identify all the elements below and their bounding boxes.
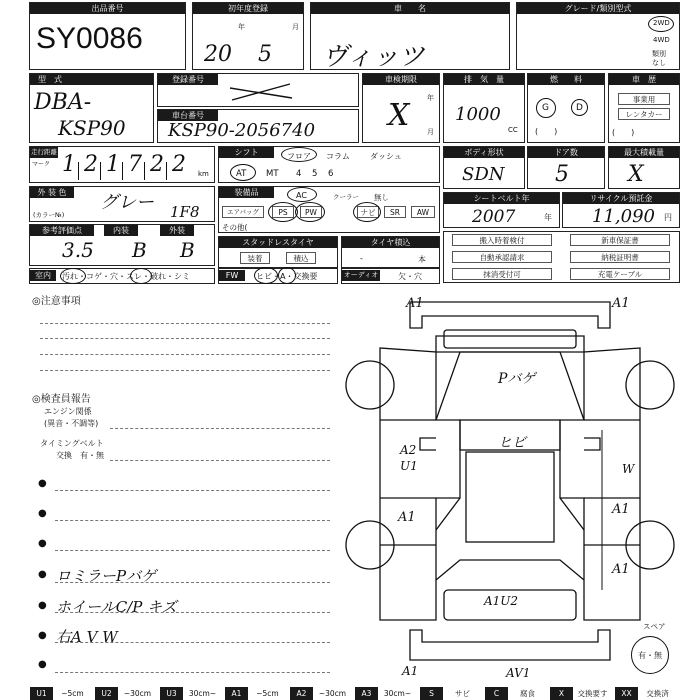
seatbelt-label: シートベルト年	[444, 193, 559, 204]
grade-label: グレード/類別型式	[517, 3, 679, 14]
equip-ac-circle	[287, 187, 317, 202]
mileage-divider	[166, 162, 167, 180]
equip-aw: AW	[411, 206, 435, 218]
first-reg-label: 初年度登録	[193, 3, 303, 14]
exterior-label: 外装	[160, 225, 194, 236]
equip-navi: ナビ	[357, 206, 379, 218]
displacement-unit: CC	[508, 126, 518, 134]
shift-mt: MT	[266, 169, 279, 179]
legend-code: X	[550, 687, 573, 700]
shift-at: AT	[236, 169, 247, 179]
body-value: SDN	[462, 164, 505, 185]
history-rental: レンタカー	[618, 108, 670, 120]
fuel-d: D	[576, 103, 583, 113]
legend-desc: ~5cm	[256, 689, 279, 698]
audio-label: オーディオ	[343, 271, 379, 279]
first-reg-year-mark: 年	[238, 23, 245, 31]
lot-label: 出品番号	[30, 3, 185, 14]
inspector-line	[55, 550, 330, 551]
legend-code: A2	[290, 687, 313, 700]
studless-label: スタッドレスタイヤ	[219, 237, 337, 248]
notes-line	[40, 338, 330, 339]
inside-scuff-circle	[130, 268, 152, 284]
legend-desc: 交換要す	[577, 689, 608, 698]
tire-load-dash: -	[360, 254, 363, 263]
inspection-year: 年	[427, 94, 434, 102]
fuel-g: G	[542, 103, 549, 113]
inside-text: 汚れ・コゲ・穴・スレ・破れ・シミ	[62, 272, 190, 281]
model-line2: KSP90	[58, 116, 126, 140]
shift-4: 4	[296, 169, 302, 179]
inspection-label: 車検期限	[363, 74, 439, 85]
displacement-value: 1000	[455, 104, 501, 125]
first-reg-month-mark: 月	[292, 23, 299, 31]
tire-load-label: タイヤ積込	[342, 237, 439, 248]
color-code-label: (カラー№)	[33, 211, 65, 219]
inspector-line	[55, 642, 330, 643]
mileage-mark: マーク	[32, 161, 51, 168]
car-diagram	[340, 290, 690, 686]
studless-equipped: 装着	[240, 252, 270, 264]
bullet: ●	[38, 508, 47, 519]
interior-value: B	[132, 238, 147, 262]
model-label: 型 式	[30, 74, 153, 85]
doc-item: 搬入時着検付	[452, 234, 552, 246]
remark-1: ロミラーPバゲ	[56, 567, 157, 585]
damage-bottom-left: A1	[402, 664, 419, 678]
doors-label: ドア数	[528, 147, 604, 158]
shift-6: 6	[328, 169, 334, 179]
mileage-digit: 7	[128, 152, 142, 177]
seatbelt-value: 2007	[472, 207, 516, 227]
tire-load-unit: 本	[418, 255, 426, 264]
legend-code: XX	[615, 687, 638, 700]
damage-right-side: W	[622, 462, 635, 476]
legend-code: U2	[95, 687, 118, 700]
equip-ac: AC	[296, 191, 307, 200]
car-name: ヴィッツ	[322, 42, 425, 72]
equip-label: 装備品	[219, 187, 274, 198]
mileage-digits	[58, 152, 198, 180]
doc-item: 充電ケーブル	[570, 268, 670, 280]
fw-a-circle	[278, 267, 296, 284]
notes-line	[40, 370, 330, 371]
damage-windshield: ヒビ	[498, 435, 526, 451]
recycle-unit: 円	[664, 213, 672, 222]
inspector-line	[110, 428, 330, 429]
interior-label: 内装	[104, 225, 138, 236]
bullet: ●	[38, 659, 47, 670]
legend-code: U1	[30, 687, 53, 700]
legend-desc: ~30cm	[123, 689, 152, 698]
exterior-value: B	[180, 238, 195, 262]
inspector-title: ◎検査員報告	[32, 394, 91, 405]
equip-pw-circle	[295, 202, 325, 222]
bullet: ●	[38, 630, 47, 641]
mileage-divider	[100, 162, 101, 180]
seatbelt-unit: 年	[544, 213, 552, 222]
mileage-digit: 2	[84, 152, 98, 177]
inspector-line	[55, 612, 330, 613]
damage-rear: A1U2	[484, 594, 519, 608]
capacity-label: 最大積載量	[609, 147, 679, 158]
fuel-paren: ( )	[535, 127, 558, 136]
fw-text: ヒビ・A・交換要	[256, 272, 318, 281]
damage-top-left: A1	[406, 296, 424, 311]
remark-2: ホイールC/P キズ	[56, 598, 177, 616]
inspector-line	[55, 490, 330, 491]
doc-item: 納税証明書	[570, 251, 670, 263]
legend-desc: 腐食	[520, 689, 535, 698]
mileage-divider	[122, 162, 123, 180]
capacity-value: X	[628, 162, 644, 187]
doc-item: 自動承認請求	[452, 251, 552, 263]
notes-line	[40, 323, 330, 324]
studless-loaded: 積込	[286, 252, 316, 264]
engine-sub: (異音・不調等)	[44, 419, 99, 428]
damage-right-rear: A1	[612, 502, 630, 517]
fw-crack-circle	[254, 267, 278, 284]
inspector-line	[55, 520, 330, 521]
shift-dash: ダッシュ	[370, 152, 402, 161]
score-value: 3.5	[62, 238, 94, 262]
lot-number: SY0086	[36, 22, 143, 55]
mileage-digit: 2	[172, 152, 186, 177]
shift-floor: フロア	[287, 152, 311, 161]
mileage-digit: 1	[106, 152, 120, 177]
displacement-label: 排 気 量	[444, 74, 524, 85]
legend-desc: ~30cm	[318, 689, 347, 698]
equip-ps-circle	[268, 202, 298, 222]
shift-5: 5	[312, 169, 318, 179]
regno-strike	[220, 78, 300, 106]
legend-code: A3	[355, 687, 378, 700]
audio-text: 欠・穴	[398, 272, 422, 281]
mileage-label: 走行距離	[31, 148, 57, 156]
remark-3: 右A V W	[56, 628, 118, 646]
drive-none: 類別なし	[652, 50, 666, 67]
mileage-digit: 1	[62, 152, 76, 177]
inside-stain-circle	[60, 268, 86, 284]
history-paren: ( )	[612, 128, 635, 137]
shift-floor-circle	[281, 147, 317, 162]
damage-left-front-door: A2 U1	[400, 443, 418, 473]
legend-desc: ~5cm	[61, 689, 84, 698]
equip-airbag: エアバッグ	[222, 206, 264, 218]
damage-hood: Pバゲ	[498, 371, 536, 387]
mileage-divider	[144, 162, 145, 180]
first-reg-month: 5	[258, 42, 272, 67]
regno-label: 登録番号	[158, 74, 218, 85]
damage-top-right: A1	[612, 296, 630, 311]
spare-mark: 有・無	[638, 651, 662, 660]
doc-item: 抹消受付可	[452, 268, 552, 280]
doc-item: 新車保証書	[570, 234, 670, 246]
shift-column: コラム	[326, 152, 350, 161]
legend-code: A1	[225, 687, 248, 700]
notes-title: ◎注意事項	[32, 296, 81, 307]
doors-value: 5	[555, 162, 569, 187]
chassis-label: 車台番号	[158, 110, 218, 121]
engine-label: エンジン関係	[44, 407, 92, 416]
chassis-value: KSP90-2056740	[168, 120, 316, 141]
first-reg-year: 20	[204, 42, 232, 67]
damage-right-rear-2: A1	[612, 562, 630, 577]
drive-4wd: 4WD	[653, 36, 670, 44]
history-label: 車 歴	[609, 74, 679, 85]
equip-ps: PS	[272, 206, 294, 218]
fw-label: FW	[219, 270, 245, 281]
mileage-divider	[78, 162, 79, 180]
damage-left-rear-door: A1	[398, 510, 416, 525]
legend-code: U3	[160, 687, 183, 700]
equip-cooler: クーラー	[333, 193, 359, 201]
equip-other: その他(	[222, 223, 248, 232]
equip-none: 無し	[374, 193, 389, 202]
shift-label: シフト	[219, 147, 274, 158]
equip-sr: SR	[384, 206, 406, 218]
equip-pw: PW	[300, 206, 322, 218]
car-name-label: 車 名	[311, 3, 509, 14]
drive-2wd: 2WD	[653, 19, 670, 27]
mileage-digit: 2	[150, 152, 164, 177]
inspector-line	[55, 582, 330, 583]
model-line1: DBA-	[34, 90, 92, 115]
inspector-line	[110, 460, 330, 461]
mileage-unit: km	[198, 170, 209, 178]
legend-desc: 30cm~	[383, 689, 412, 698]
legend-code: C	[485, 687, 508, 700]
legend-desc: サビ	[455, 689, 470, 698]
recycle-value: 11,090	[592, 206, 655, 227]
color-code: 1F8	[170, 203, 200, 221]
recycle-label: リサイクル預託金	[563, 193, 679, 204]
bullet: ●	[38, 600, 47, 611]
inspection-month: 月	[427, 128, 434, 136]
score-label: 参考評価点	[30, 225, 94, 236]
inspection-mark: X	[388, 98, 410, 133]
bullet: ●	[38, 569, 47, 580]
body-label: ボディ形状	[444, 147, 524, 158]
notes-line	[40, 354, 330, 355]
spare-label: スペア	[643, 622, 666, 631]
color-value: グレー	[100, 192, 154, 213]
color-label: 外 装 色	[30, 187, 74, 198]
inspector-line	[55, 672, 330, 673]
timing-sub: 交換 有・無	[56, 451, 104, 460]
legend-code: S	[420, 687, 443, 700]
shift-at-circle	[230, 164, 256, 181]
bullet: ●	[38, 478, 47, 489]
legend-desc: 30cm~	[188, 689, 217, 698]
timing-label: タイミングベルト	[40, 439, 104, 448]
bullet: ●	[38, 538, 47, 549]
inside-label: 室内	[30, 270, 56, 281]
damage-bottom-center: AV1	[506, 666, 531, 680]
legend-desc: 交換済	[646, 689, 669, 698]
fuel-label: 燃 料	[528, 74, 604, 85]
equip-navi-circle	[353, 202, 381, 222]
history-business: 事業用	[618, 93, 670, 105]
